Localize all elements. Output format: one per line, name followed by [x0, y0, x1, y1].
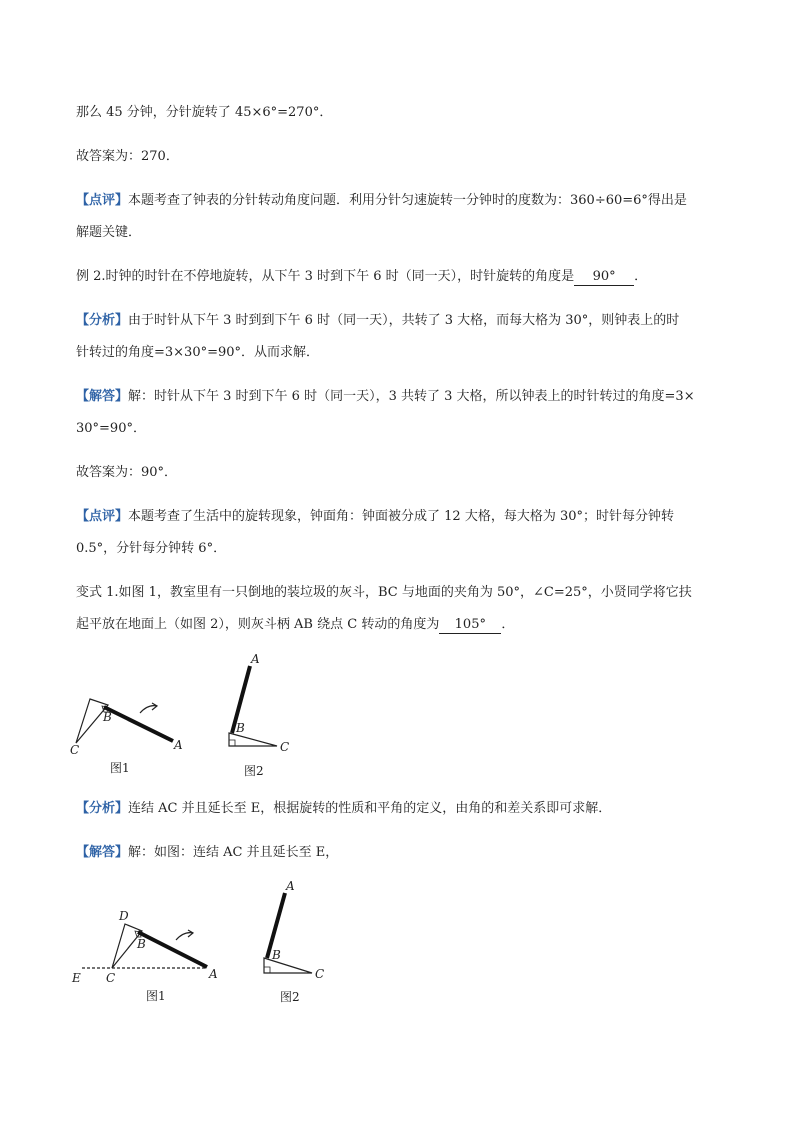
text-line-4: 解题关键．	[76, 225, 142, 240]
bottom-figure-1	[71, 909, 218, 1003]
point-label-d: D	[119, 909, 129, 923]
text-line-9: 30°=90°．	[76, 421, 146, 436]
point-label-c: C	[280, 740, 290, 754]
solution-paragraph-1: 【解答】解：时针从下午 3 时到下午 6 时（同一天），3 共转了 3 大格，所以钟表上的时针转过的角度=3×	[76, 389, 695, 404]
comment-tag: 【点评】	[76, 193, 129, 208]
text-line-7: 针转过的角度=3×30°=90°．从而求解．	[76, 345, 320, 360]
figure-caption-2: 图2	[244, 764, 264, 778]
point-label-b: B	[272, 948, 281, 962]
variant-1-question: 变式 1.如图 1，教室里有一只倒地的装垃圾的灰斗，BC 与地面的夹角为 50°，∠C=25°，小贤同学将它扶	[76, 585, 692, 600]
solution-tag: 【解答】	[76, 845, 129, 860]
answer-blank: 105°	[439, 617, 501, 634]
text-line-2: 故答案为：270．	[76, 149, 179, 164]
point-label-a: A	[286, 879, 295, 893]
point-label-b: B	[103, 710, 112, 724]
point-label-a: A	[209, 967, 218, 981]
figure-caption-2: 图2	[280, 990, 300, 1004]
analysis-paragraph-2: 【分析】连结 AC 并且延长至 E，根据旋转的性质和平角的定义，由角的和差关系即可求解．	[76, 801, 612, 816]
figure-caption-1: 图1	[110, 761, 130, 775]
comment-tag: 【点评】	[76, 509, 129, 524]
point-label-a: A	[174, 738, 183, 752]
point-label-c: C	[106, 971, 116, 985]
point-label-e: E	[72, 971, 81, 985]
comment-paragraph-1: 【点评】本题考查了钟表的分针转动角度问题．利用分针匀速旋转一分钟时的度数为：360÷60=6°得出是	[76, 193, 687, 208]
example-2-question: 例 2.时钟的时针在不停地旋转，从下午 3 时到下午 6 时（同一天），时针旋转的角度是 90° ．	[76, 269, 648, 284]
bottom-figure-2	[264, 879, 324, 1004]
solution-tag: 【解答】	[76, 389, 129, 404]
figure-caption-1: 图1	[146, 989, 166, 1003]
text-line-10: 故答案为：90°．	[76, 465, 178, 480]
text-line-1: 那么 45 分钟，分针旋转了 45×6°=270°．	[76, 105, 333, 120]
point-label-c: C	[315, 967, 325, 981]
text-line-12: 0.5°，分针每分钟转 6°．	[76, 541, 227, 556]
answer-blank: 90°	[574, 269, 634, 286]
solution-paragraph-2: 【解答】解：如图：连结 AC 并且延长至 E，	[76, 845, 339, 860]
point-label-b: B	[137, 937, 146, 951]
point-label-c: C	[70, 743, 80, 757]
text-line-14: 起平放在地面上（如图 2），则灰斗柄 AB 绕点 C 转动的角度为 105° ．	[76, 617, 515, 632]
point-label-a: A	[251, 652, 260, 666]
analysis-tag: 【分析】	[76, 313, 129, 328]
point-label-b: B	[236, 721, 245, 735]
analysis-tag: 【分析】	[76, 801, 129, 816]
comment-paragraph-2: 【点评】本题考查了生活中的旋转现象，钟面角：钟面被分成了 12 大格，每大格为 30°；时针每分钟转	[76, 509, 674, 524]
analysis-paragraph-1: 【分析】由于时针从下午 3 时到到下午 6 时（同一天），共转了 3 大格，而每大格为 30°，则钟表上的时	[76, 313, 680, 328]
